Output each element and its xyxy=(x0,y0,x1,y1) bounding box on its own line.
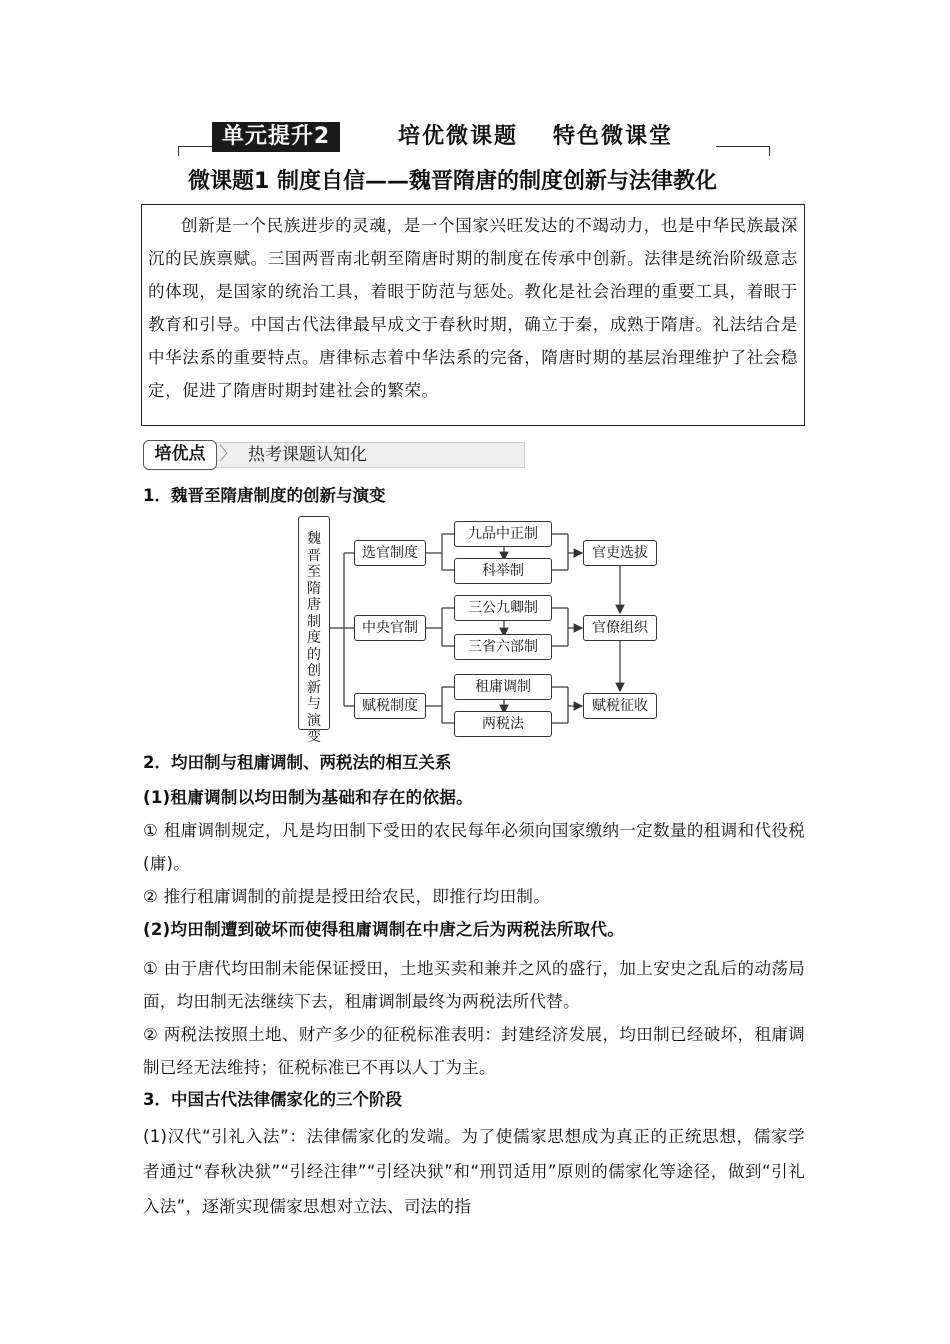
header-rule-right xyxy=(716,146,770,147)
header-rule-left xyxy=(178,146,212,147)
section-tag xyxy=(143,440,525,470)
section-3-point-1: (1)汉代“引礼入法”：法律儒家化的发端。为了使儒家思想成为真正的正统思想，儒家学者通过“春秋决狱”“引经注律”“引经决狱”和“刑罚适用”原则的儒家化等途径，做到“引礼入法”，逐渐实现儒家思想对立法、司法的指 xyxy=(143,1127,805,1216)
diagram-result-box: 赋税征收 xyxy=(583,693,657,719)
lesson-title-topic: 魏晋隋唐的制度创新与法律教化 xyxy=(408,168,717,194)
unit-badge: 单元提升2 xyxy=(212,122,340,152)
series-title-1: 培优微课题 xyxy=(398,124,519,149)
section-tag-text: 热考课题认知化 xyxy=(248,445,367,465)
lesson-title xyxy=(188,166,768,196)
section-2-point-2b: ② 两税法按照土地、财产多少的征税标准表明：封建经济发展，均田制已经破坏，租庸调制已经无法维持；征税标准已不再以人丁为主。 xyxy=(143,1025,805,1077)
header-rule-right-tick xyxy=(769,146,770,156)
intro-paragraph: 创新是一个民族进步的灵魂，是一个国家兴旺发达的不竭动力，也是中华民族最深沉的民族禀赋。三国两晋南北朝至隋唐时期的制度在传承中创新。法律是统治阶级意志的体现，是国家的统治工具，着眼于防范与惩处。教化是社会治理的重要工具，着眼于教育和引导。中国古代法律最早成文于春秋时期，确立于秦，成熟于隋唐。礼法结合是中华法系的重要特点。唐律标志着中华法系的完备，隋唐时期的基层治理维护了社会稳定，促进了隋唐时期封建社会的繁荣。 xyxy=(148,216,798,400)
diagram-category-box: 中央官制 xyxy=(354,615,426,641)
section-2-point-1: (1)租庸调制以均田制为基础和存在的依据。 xyxy=(143,788,473,807)
diagram-category-box: 赋税制度 xyxy=(354,693,426,719)
diagram-item-box: 三省六部制 xyxy=(454,634,552,660)
header-rule-left-tick xyxy=(178,146,179,156)
lesson-title-prefix: 微课题1 制度自信—— xyxy=(188,169,409,194)
section-2-point-1b: ② 推行租庸调制的前提是授田给农民，即推行均田制。 xyxy=(143,887,551,906)
diagram-result-box: 官吏选拔 xyxy=(583,540,657,566)
diagram-category-box: 选官制度 xyxy=(354,540,426,566)
diagram-root-box: 魏 晋 至 隋 唐 制 度 的 创 新 与 演 变 xyxy=(298,516,330,730)
diagram-item-box: 两税法 xyxy=(454,711,552,737)
diagram-item-box: 科举制 xyxy=(454,558,552,584)
section-2-point-1a: ① 租庸调制规定，凡是均田制下受田的农民每年必须向国家缴纳一定数量的租调和代役税(庸)。 xyxy=(143,821,805,873)
section-2-point-2a: ① 由于唐代均田制未能保证授田，土地买卖和兼并之风的盛行，加上安史之乱后的动荡局面，均田制无法继续下去，租庸调制最终为两税法所代替。 xyxy=(143,959,805,1011)
section-3-heading: 3．中国古代法律儒家化的三个阶段 xyxy=(143,1090,402,1109)
section-2-heading: 2．均田制与租庸调制、两税法的相互关系 xyxy=(143,753,452,772)
section-2-point-2: (2)均田制遭到破坏而使得租庸调制在中唐之后为两税法所取代。 xyxy=(143,920,625,939)
intro-box xyxy=(141,204,805,426)
diagram-result-box: 官僚组织 xyxy=(583,615,657,641)
diagram-item-box: 三公九卿制 xyxy=(454,595,552,621)
chevron-right-icon: 〉 xyxy=(219,444,237,465)
institution-diagram xyxy=(298,516,660,745)
diagram-item-box: 租庸调制 xyxy=(454,674,552,700)
section-1-heading: 1．魏晋至隋唐制度的创新与演变 xyxy=(143,486,386,505)
series-title-2: 特色微课堂 xyxy=(553,124,674,149)
section-tag-label: 培优点 xyxy=(143,440,217,470)
diagram-item-box: 九品中正制 xyxy=(454,521,552,547)
